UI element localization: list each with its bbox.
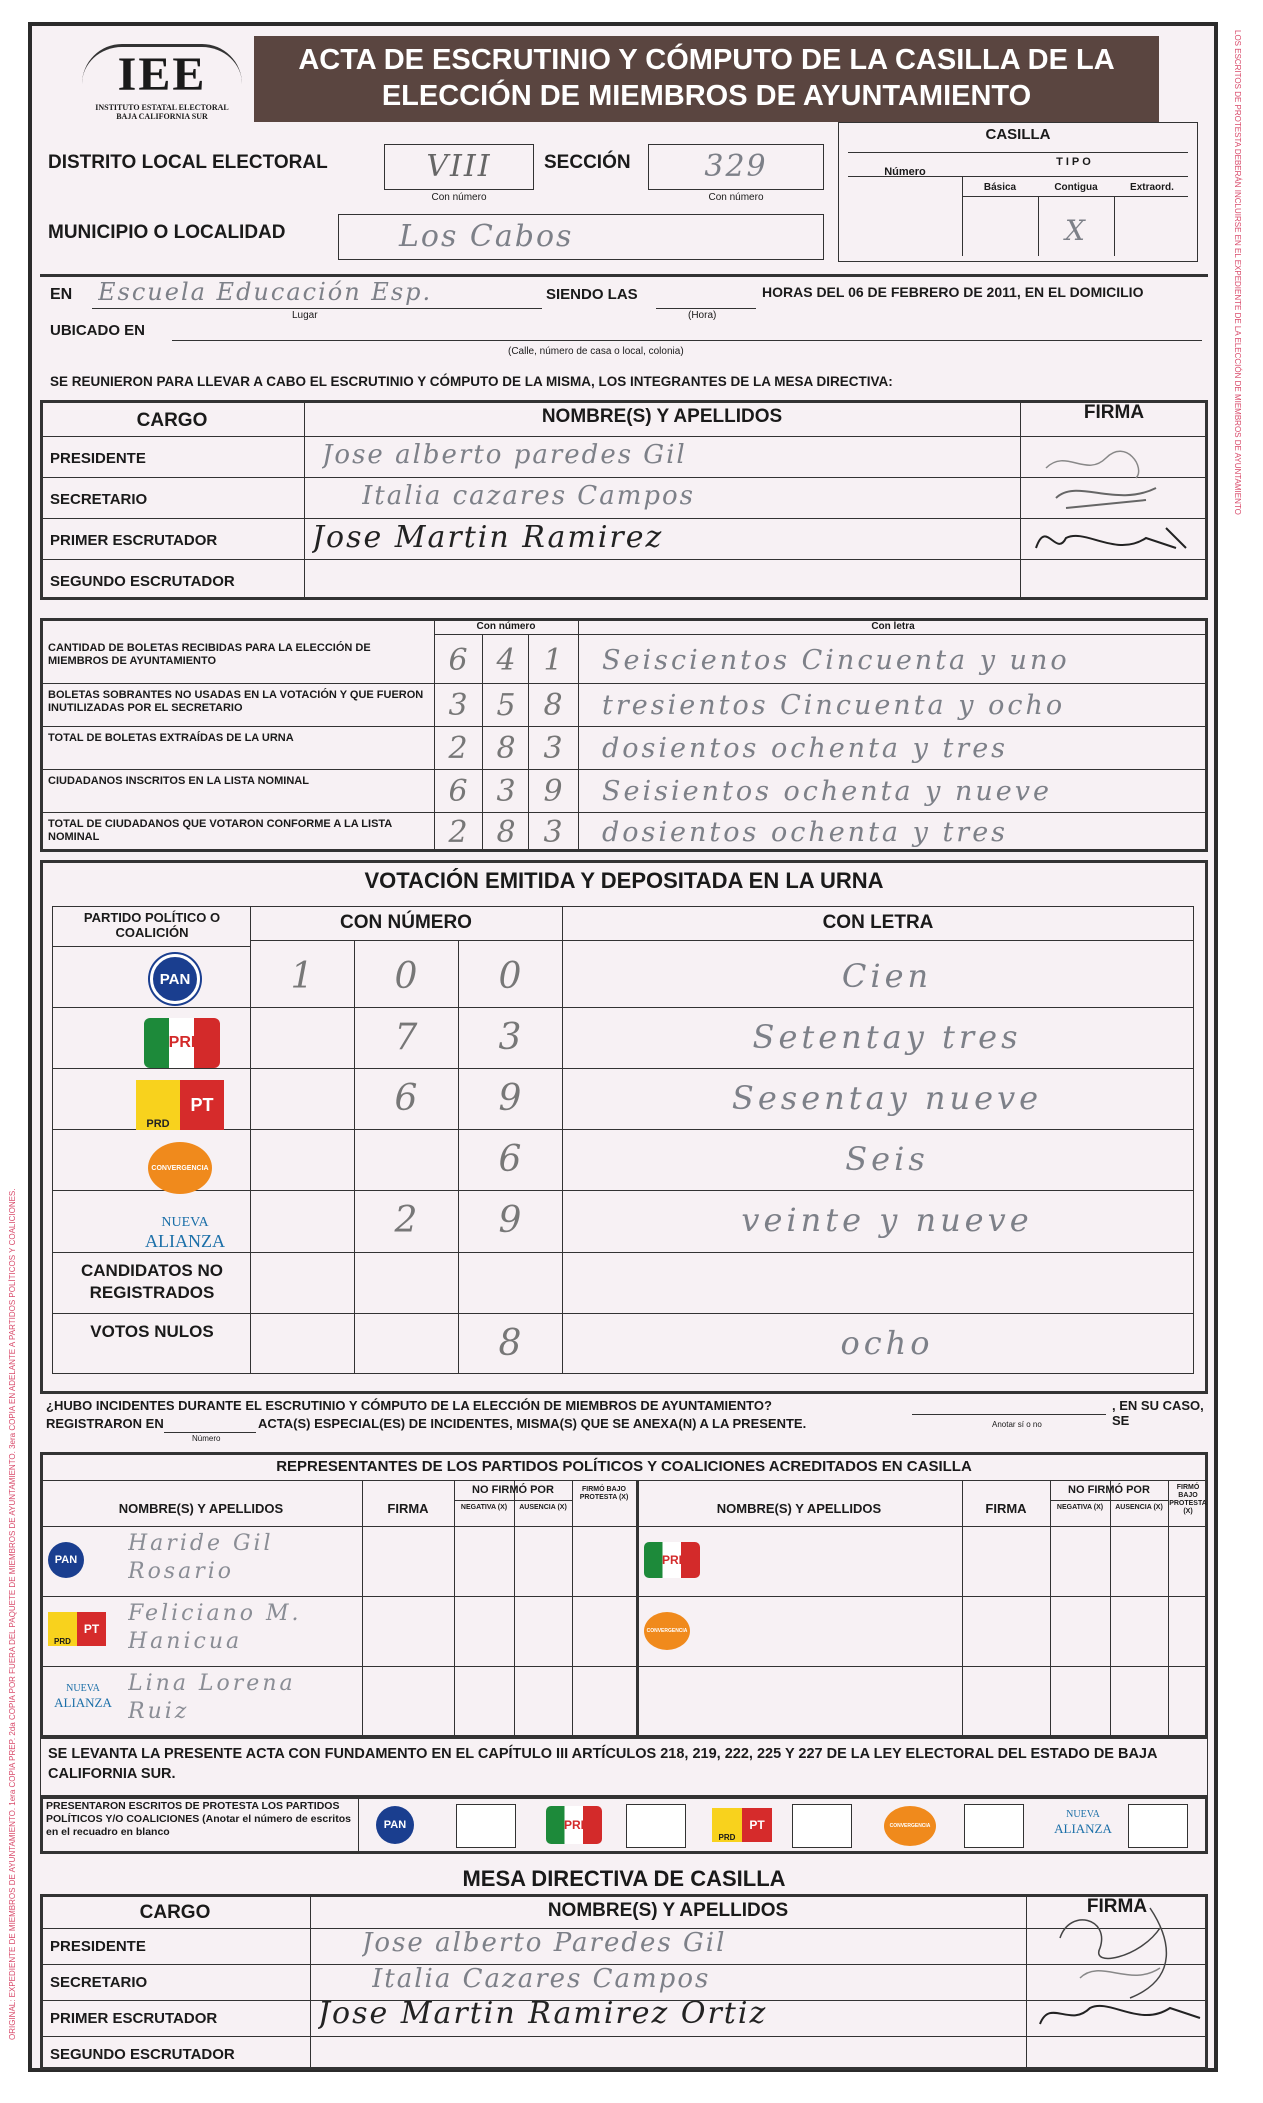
municipio-label: MUNICIPIO O LOCALIDAD [48,222,286,243]
protesta-pri-logo: PRI [546,1806,602,1844]
prd-pt-logo [136,1080,224,1130]
mesa-bottom-cargo-3: PRIMER ESCRUTADOR [50,2010,218,2027]
acta-sheet [28,22,1218,2072]
iee-logo [82,44,242,124]
protesta-count-box-2[interactable] [626,1804,686,1848]
votacion-letra-1[interactable]: Cien [841,957,933,995]
rep-left-logo-1: PAN [48,1542,84,1578]
rep-right-firmo-bajo-header: FIRMÓ BAJO PROTESTA (X) [1169,1484,1207,1515]
boletas-digit-1-3[interactable]: 1 [543,643,563,678]
votacion-digit-7-1[interactable] [250,1313,354,1374]
boletas-digit-3-3[interactable]: 3 [543,731,563,766]
en-label: EN [50,286,73,303]
mesa-bottom-signatures [1030,1898,1206,2034]
mesa-top-firma-header: FIRMA [1083,402,1145,423]
lugar-sub: Lugar [292,310,318,321]
logo-letters: IEE [82,44,242,103]
boletas-digit-3-2[interactable]: 8 [496,731,516,766]
rep-right-logo-1: PRI [644,1542,700,1578]
votacion-digit-3-3[interactable]: 9 [498,1078,522,1120]
reunieron-text: SE REUNIERON PARA LLEVAR A CABO EL ESCRUTINIO Y CÓMPUTO DE LA MISMA, LOS INTEGRANTES DE LA MESA DIRECTIVA: [50,374,893,389]
rep-left-nombre-2[interactable]: Feliciano M. Hanicua [128,1601,302,1654]
rep-left-nombre-header: NOMBRE(S) Y APELLIDOS [118,1501,284,1516]
votacion-digit-7-2[interactable] [354,1313,458,1374]
boletas-digit-3-1[interactable]: 2 [448,731,468,766]
votacion-title: VOTACIÓN EMITIDA Y DEPOSITADA EN LA URNA [364,868,884,893]
casilla-basica: Básica [983,182,1017,193]
incidentes-numero-sub: Número [192,1434,221,1443]
boletas-label-3: TOTAL DE BOLETAS EXTRAÍDAS DE LA URNA [48,732,294,744]
title-line1: ACTA DE ESCRUTINIO Y CÓMPUTO DE LA CASILLA DE LA [298,44,1115,76]
votacion-letra-4[interactable]: Seis [845,1140,929,1179]
protesta-prd-pt-logo: PRD PT [712,1808,772,1842]
boletas-letra-5[interactable]: dosientos ochenta y tres [602,817,1009,848]
seccion-field[interactable] [648,144,824,190]
seccion-value: 329 [704,149,768,184]
rep-left-ausencia-header: AUSENCIA (X) [519,1504,567,1511]
mesa-top-signatures [1026,438,1206,598]
rep-left-negativa-header: NEGATIVA (X) [460,1504,508,1511]
boletas-digit-1-2[interactable]: 4 [496,643,516,678]
incidentes-line1: ¿HUBO INCIDENTES DURANTE EL ESCRUTINIO Y CÓMPUTO DE LA ELECCIÓN DE MIEMBROS DE AYUNTAMIENTO? [46,1398,772,1413]
distrito-label: DISTRITO LOCAL ELECTORAL [48,152,328,173]
side-legend-right: LOS ESCRITOS DE PROTESTA DEBERÁN INCLUIRSE EN EL EXPEDIENTE DE LA ELECCIÓN DE MIEMBROS DE AYUNTAMIENTO [1233,30,1242,515]
pt-label: PT [180,1080,224,1130]
mesa-bottom-cargo-header: CARGO [139,1902,211,1923]
votacion-digit-5-2[interactable]: 2 [394,1200,418,1242]
votacion-digit-7-3[interactable]: 8 [498,1322,522,1364]
casilla-contigua-mark[interactable]: X [1065,214,1087,247]
mesa-bottom-nombre-1[interactable]: Jose alberto Paredes Gil [362,1928,727,1958]
incidentes-anotar-sub: Anotar sí o no [992,1420,1042,1429]
incidentes-line2b: ACTA(S) ESPECIAL(ES) DE INCIDENTES, MISMA(S) QUE SE ANEXA(N) A LA PRESENTE. [258,1416,807,1431]
boletas-digit-1-1[interactable]: 6 [448,643,468,678]
rep-right-nombre-2[interactable] [722,1600,958,1662]
handwriting-guide [328,438,1018,478]
protesta-nueva-alianza-logo: NUEVA ALIANZA [1054,1809,1112,1836]
rep-right-ausencia-header: AUSENCIA (X) [1115,1504,1163,1511]
casilla-title: CASILLA [985,126,1051,143]
votacion-digit-4-2[interactable] [354,1129,458,1190]
boletas-digit-5-3[interactable]: 3 [543,815,563,850]
seccion-label: SECCIÓN [544,152,631,173]
votacion-digit-5-3[interactable]: 9 [498,1200,522,1242]
representantes-title: REPRESENTANTES DE LOS PARTIDOS POLÍTICOS Y COALICIONES ACREDITADOS EN CASILLA [276,1458,972,1475]
mesa-top-cargo-2: SECRETARIO [50,491,148,508]
mesa-bottom-title: MESA DIRECTIVA DE CASILLA [462,1866,786,1891]
en-value[interactable]: Escuela Educación Esp. [98,278,433,306]
mesa-top-cargo-4: SEGUNDO ESCRUTADOR [50,573,235,590]
calle-sub: (Calle, número de casa o local, colonia) [508,346,684,357]
incidentes-line1-end: , EN SU CASO, SE [1112,1398,1204,1428]
rep-right-nombre-header: NOMBRE(S) Y APELLIDOS [716,1501,882,1516]
rep-right-nombre-3[interactable] [722,1670,958,1732]
votacion-digit-6-2[interactable] [354,1252,458,1313]
nueva-alianza-logo: NUEVA ALIANZA [145,1215,225,1251]
protesta-count-box-1[interactable] [456,1804,516,1848]
casilla-numero: Número [884,166,926,178]
votacion-letra-3[interactable]: Sesentay nueve [731,1079,1043,1118]
side-legend-left: ORIGINAL: EXPEDIENTE DE MIEMBROS DE AYUNTAMIENTO. 1era COPIA PREP. 2da COPIA POR FUERA DEL PAQUETE DE MIEMBROS DE AYUNTAMIENTO. 3era COPIA EN ADELANTE A PARTIDOS POLÍTICOS Y COALICIONES. [8,1188,17,2040]
protesta-count-box-5[interactable] [1128,1804,1188,1848]
seccion-sub: Con número [708,192,764,203]
siendo-label: SIENDO LAS [546,286,638,303]
title-line2: ELECCIÓN DE MIEMBROS DE AYUNTAMIENTO [381,80,1032,112]
mesa-top-nombre-3[interactable]: Jose Martin Ramirez [312,520,664,555]
votacion-letra-7[interactable]: ocho [840,1323,934,1362]
votacion-digit-4-1[interactable] [250,1129,354,1190]
boletas-letra-1[interactable]: Seiscientos Cincuenta y uno [602,645,1070,676]
horas-text: HORAS DEL 06 DE FEBRERO DE 2011, EN EL DOMICILIO [762,284,1144,300]
votacion-digit-4-3[interactable]: 6 [498,1139,522,1181]
mesa-bottom-cargo-1: PRESIDENTE [50,1938,146,1955]
mesa-bottom-nombre-header: NOMBRE(S) Y APELLIDOS [547,1900,789,1921]
boletas-digit-2-1[interactable]: 3 [448,688,468,723]
fundamento-text: SE LEVANTA LA PRESENTE ACTA CON FUNDAMENTO EN EL CAPÍTULO III ARTÍCULOS 218, 219, 222, 225 Y 227 DE LA LEY ELECTORAL DEL ESTADO DE BAJA CALIFORNIA SUR. [48,1746,1157,1782]
votacion-digit-1-2[interactable]: 0 [394,956,418,997]
protesta-text: PRESENTARON ESCRITOS DE PROTESTA LOS PARTIDOS POLÍTICOS Y/O COALICIONES (Anotar el número de escritos en el recuadro en blanco [46,1800,351,1838]
rep-right-logo-2: CONVERGENCIA [644,1612,690,1650]
votacion-digit-3-2[interactable]: 6 [394,1078,418,1120]
votacion-digit-1-1[interactable]: 1 [290,956,314,997]
rep-right-no-firmo-header: NO FIRMÓ POR [1068,1484,1150,1496]
rep-left-logo-3: NUEVA ALIANZA [54,1683,112,1710]
votacion-letra-header: CON LETRA [822,912,934,933]
votacion-party-label-6: CANDIDATOS NO REGISTRADOS [81,1260,223,1302]
mesa-top-nombre-1[interactable]: Jose alberto paredes Gil [322,440,687,470]
boletas-letra-3[interactable]: dosientos ochenta y tres [602,733,1009,764]
votacion-digit-2-1[interactable] [250,1007,354,1068]
mesa-top-cargo-1: PRESIDENTE [50,450,146,467]
incidentes-line2a: REGISTRARON EN [46,1416,164,1431]
votacion-digit-3-1[interactable] [250,1068,354,1129]
mesa-bottom-firma-header: FIRMA [1086,1896,1148,1917]
pan-logo: PAN [150,954,200,1004]
boletas-letra-4[interactable]: Seisientos ochenta y nueve [602,776,1053,807]
protesta-count-box-4[interactable] [964,1804,1024,1848]
boletas-digit-2-2[interactable]: 5 [496,688,516,723]
municipio-field[interactable] [338,214,824,260]
votacion-digit-1-3[interactable]: 0 [498,956,522,997]
rep-left-firma-header: FIRMA [387,1501,429,1516]
mesa-top-cargo-header: CARGO [136,410,208,431]
rep-left-logo-2: PRD PT [48,1612,106,1646]
casilla-contigua: Contigua [1054,182,1098,193]
mesa-top-nombre-header: NOMBRE(S) Y APELLIDOS [541,406,783,427]
distrito-field[interactable] [384,144,534,190]
rep-left-nombre-3[interactable]: Lina Lorena Ruiz [128,1671,296,1724]
mesa-top-nombre-2[interactable]: Italia cazares Campos [362,481,695,511]
votacion-digit-5-1[interactable] [250,1190,354,1251]
protesta-convergencia-logo: CONVERGENCIA [884,1806,936,1846]
rep-left-no-firmo-header: NO FIRMÓ POR [472,1484,554,1496]
votacion-digit-2-2[interactable]: 7 [394,1017,418,1059]
boletas-digit-5-2[interactable]: 8 [496,815,516,850]
boletas-digit-4-2[interactable]: 3 [496,774,516,809]
rep-right-negativa-header: NEGATIVA (X) [1056,1504,1104,1511]
boletas-digit-4-3[interactable]: 9 [543,774,563,809]
votacion-num-header: CON NÚMERO [340,912,472,933]
boletas-digit-4-1[interactable]: 6 [448,774,468,809]
votacion-partido-header: PARTIDO POLÍTICO O COALICIÓN [83,910,221,940]
casilla-tipo: TIPO [1056,156,1094,168]
mesa-bottom-cargo-2: SECRETARIO [50,1974,148,1991]
votacion-letra-2[interactable]: Setentay tres [752,1018,1022,1057]
votacion-letra-6[interactable] [592,1252,1182,1313]
convergencia-logo: CONVERGENCIA [148,1142,212,1194]
boletas-label-4: CIUDADANOS INSCRITOS EN LA LISTA NOMINAL [48,775,309,787]
votacion-digit-2-3[interactable]: 3 [498,1017,522,1059]
mesa-bottom-cargo-4: SEGUNDO ESCRUTADOR [50,2046,235,2063]
mesa-bottom-nombre-3[interactable]: Jose Martin Ramirez Ortiz [318,1996,768,2031]
pri-logo: PRI [144,1018,220,1068]
mesa-bottom-nombre-2[interactable]: Italia Cazares Campos [372,1964,711,1994]
votacion-digit-6-3[interactable] [458,1252,562,1313]
rep-right-nombre-1[interactable] [722,1530,958,1592]
boletas-con-numero: Con número [476,621,536,632]
protesta-count-box-3[interactable] [792,1804,852,1848]
boletas-digit-5-1[interactable]: 2 [448,815,468,850]
boletas-label-2: BOLETAS SOBRANTES NO USADAS EN LA VOTACIÓN Y QUE FUERON INUTILIZADAS POR EL SECRETARIO [48,689,424,714]
boletas-letra-2[interactable]: tresientos Cincuenta y ocho [602,690,1066,721]
protesta-pan-logo: PAN [376,1806,414,1844]
boletas-con-letra: Con letra [871,621,915,632]
distrito-sub: Con número [431,192,487,203]
boletas-label-1: CANTIDAD DE BOLETAS RECIBIDAS PARA LA ELECCIÓN DE MIEMBROS DE AYUNTAMIENTO [48,642,371,667]
rep-left-firmo-bajo-header: FIRMÓ BAJO PROTESTA (X) [579,1486,629,1501]
rep-left-nombre-1[interactable]: Haride Gil Rosario [128,1531,274,1584]
ubicado-label: UBICADO EN [50,322,146,339]
boletas-digit-2-3[interactable]: 8 [543,688,563,723]
distrito-value: VIII [426,149,492,184]
logo-line1: INSTITUTO ESTATAL ELECTORAL [95,103,229,112]
hora-sub: (Hora) [688,310,717,321]
rep-right-firma-header: FIRMA [985,1501,1027,1516]
votacion-letra-5[interactable]: veinte y nueve [741,1201,1033,1240]
logo-line2: BAJA CALIFORNIA SUR [116,112,208,121]
boletas-label-5: TOTAL DE CIUDADANOS QUE VOTARON CONFORME A LA LISTA NOMINAL [48,818,392,843]
votacion-party-label-7: VOTOS NULOS [90,1321,214,1341]
casilla-extraord: Extraord. [1130,182,1174,193]
votacion-digit-6-1[interactable] [250,1252,354,1313]
document-title [254,36,1159,122]
mesa-top-cargo-3: PRIMER ESCRUTADOR [50,532,218,549]
municipio-value: Los Cabos [399,219,574,254]
prd-label: PRD [136,1080,180,1130]
